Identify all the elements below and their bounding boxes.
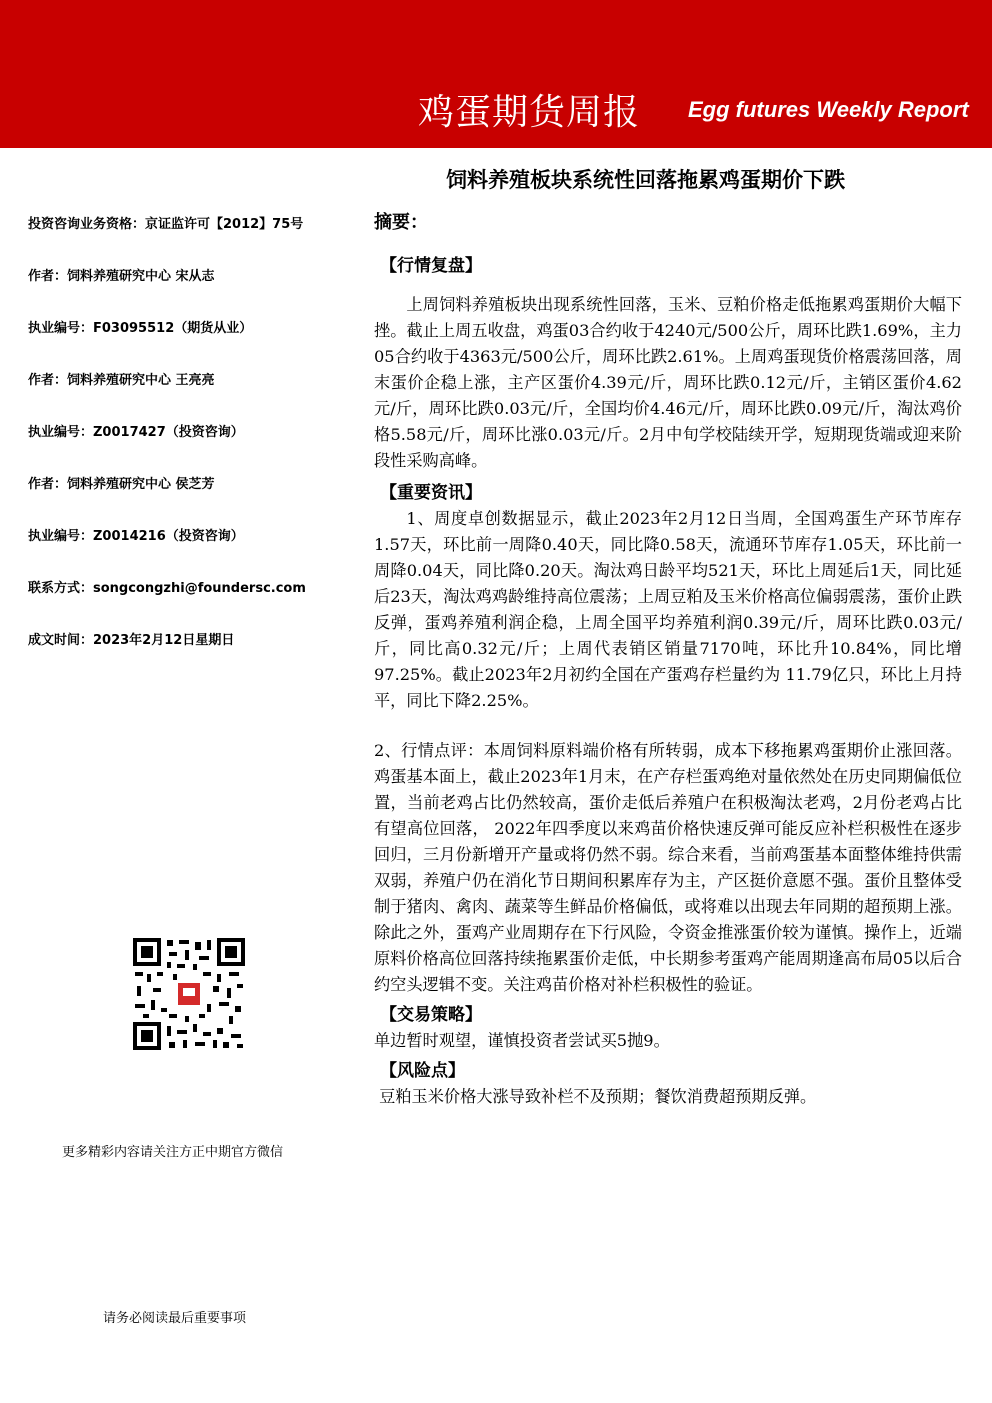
- news-item-1: 1、周度卓创数据显示，截止2023年2月12日当周，全国鸡蛋生产环节库存1.57天，环比前一周降0.40天，同比降0.58天，流通环节库存1.05天，环比前一周降0.04天，同比降0.20天。淘汰鸡日龄平均521天，环比上周延后1天，同比延后23天，淘汰鸡鸡龄维持高位震荡；上周豆粕及玉米价格高位偏弱震荡，蛋价止跌反弹，蛋鸡养殖利润企稳，上周全国平均养殖利润0.39元/斤，周环比跌0.03元/斤，同比高0.32元/斤；上周代表销区销量7170吨，环比升10.84%，同比增97.25%。截止2023年2月初约全国在产蛋鸡存栏量约为 11.79亿只，环比上月持平，同比下降2.25%。: [374, 509, 962, 710]
- header-banner: [0, 0, 992, 148]
- news-heading: 【重要资讯】: [380, 483, 482, 503]
- report-title: 饲料养殖板块系统性回落拖累鸡蛋期价下跌: [446, 168, 845, 192]
- qr-code: [133, 938, 245, 1050]
- license-line-3: 执业编号：Z0014216（投资咨询）: [28, 529, 244, 544]
- report-series-title-en: Egg futures Weekly Report: [688, 97, 969, 122]
- footer-note: 请务必阅读最后重要事项: [103, 1311, 247, 1326]
- risk-heading: 【风险点】: [380, 1061, 465, 1081]
- author-line-3: 作者：饲料养殖研究中心 侯芝芳: [28, 477, 215, 492]
- news-item-2: 2、行情点评：本周饲料原料端价格有所转弱，成本下移拖累鸡蛋期价止涨回落。鸡蛋基本面上，截止2023年1月末，在产存栏蛋鸡绝对量依然处在历史同期偏低位置，当前老鸡占比仍然较高，蛋价走低后养殖户在积极淘汰老鸡，2月份老鸡占比有望高位回落， 2022年四季度以来鸡苗价格快速反弹可能反应补栏积极性在逐步回归，三月份新增开产量或将仍然不弱。综合来看，当前鸡蛋基本面整体维持供需双弱，养殖户仍在消化节日期间积累库存为主，产区挺价意愿不强。蛋价且整体受制于猪肉、禽肉、蔬菜等生鲜品价格偏低，或将难以出现去年同期的超预期上涨。除此之外，蛋鸡产业周期存在下行风险，令资金推涨蛋价较为谨慎。操作上，近端原料价格高位回落持续拖累蛋价走低，中长期参考蛋鸡产能周期逢高布局05以后合约空头逻辑不变。关注鸡苗价格对补栏积极性的验证。: [374, 741, 962, 994]
- contact-line: 联系方式：songcongzhi@foundersc.com: [28, 581, 306, 596]
- main-content: [374, 208, 962, 1110]
- strategy-heading: 【交易策略】: [380, 1005, 482, 1025]
- report-series-title-cn: 鸡蛋期货周报: [418, 92, 641, 133]
- author-line-1: 作者：饲料养殖研究中心 宋从志: [28, 269, 215, 284]
- license-line-2: 执业编号：Z0017427（投资咨询）: [28, 425, 244, 440]
- market-review-text: 上周饲料养殖板块出现系统性回落，玉米、豆粕价格走低拖累鸡蛋期价大幅下挫。截止上周五收盘，鸡蛋03合约收于4240元/500公斤，周环比跌1.69%，主力05合约收于4363元/500公斤，周环比跌2.61%。上周鸡蛋现货价格震荡回落，周末蛋价企稳上涨，主产区蛋价4.39元/斤，周环比跌0.12元/斤，主销区蛋价4.62元/斤，周环比跌0.03元/斤，全国均价4.46元/斤，周环比跌0.09元/斤，淘汰鸡价格5.58元/斤，周环比涨0.03元/斤。2月中旬学校陆续开学，短期现货端或迎来阶段性采购高峰。: [374, 295, 962, 470]
- risk-text: 豆粕玉米价格大涨导致补栏不及预期；餐饮消费超预期反弹。: [374, 1087, 817, 1106]
- strategy-text: 单边暂时观望，谨慎投资者尝试买5抛9。: [374, 1031, 670, 1050]
- summary-label: 摘要：: [374, 212, 428, 233]
- date-line: 成文时间：2023年2月12日星期日: [28, 633, 235, 648]
- author-line-2: 作者：饲料养殖研究中心 王亮亮: [28, 373, 215, 388]
- qr-caption: 更多精彩内容请关注方正中期官方微信: [62, 1145, 284, 1160]
- qualification-line: 投资咨询业务资格：京证监许可【2012】75号: [28, 217, 304, 232]
- spacer: [374, 714, 962, 738]
- license-line-1: 执业编号：F03095512（期货从业）: [28, 321, 253, 336]
- market-review-heading: 【行情复盘】: [380, 256, 482, 276]
